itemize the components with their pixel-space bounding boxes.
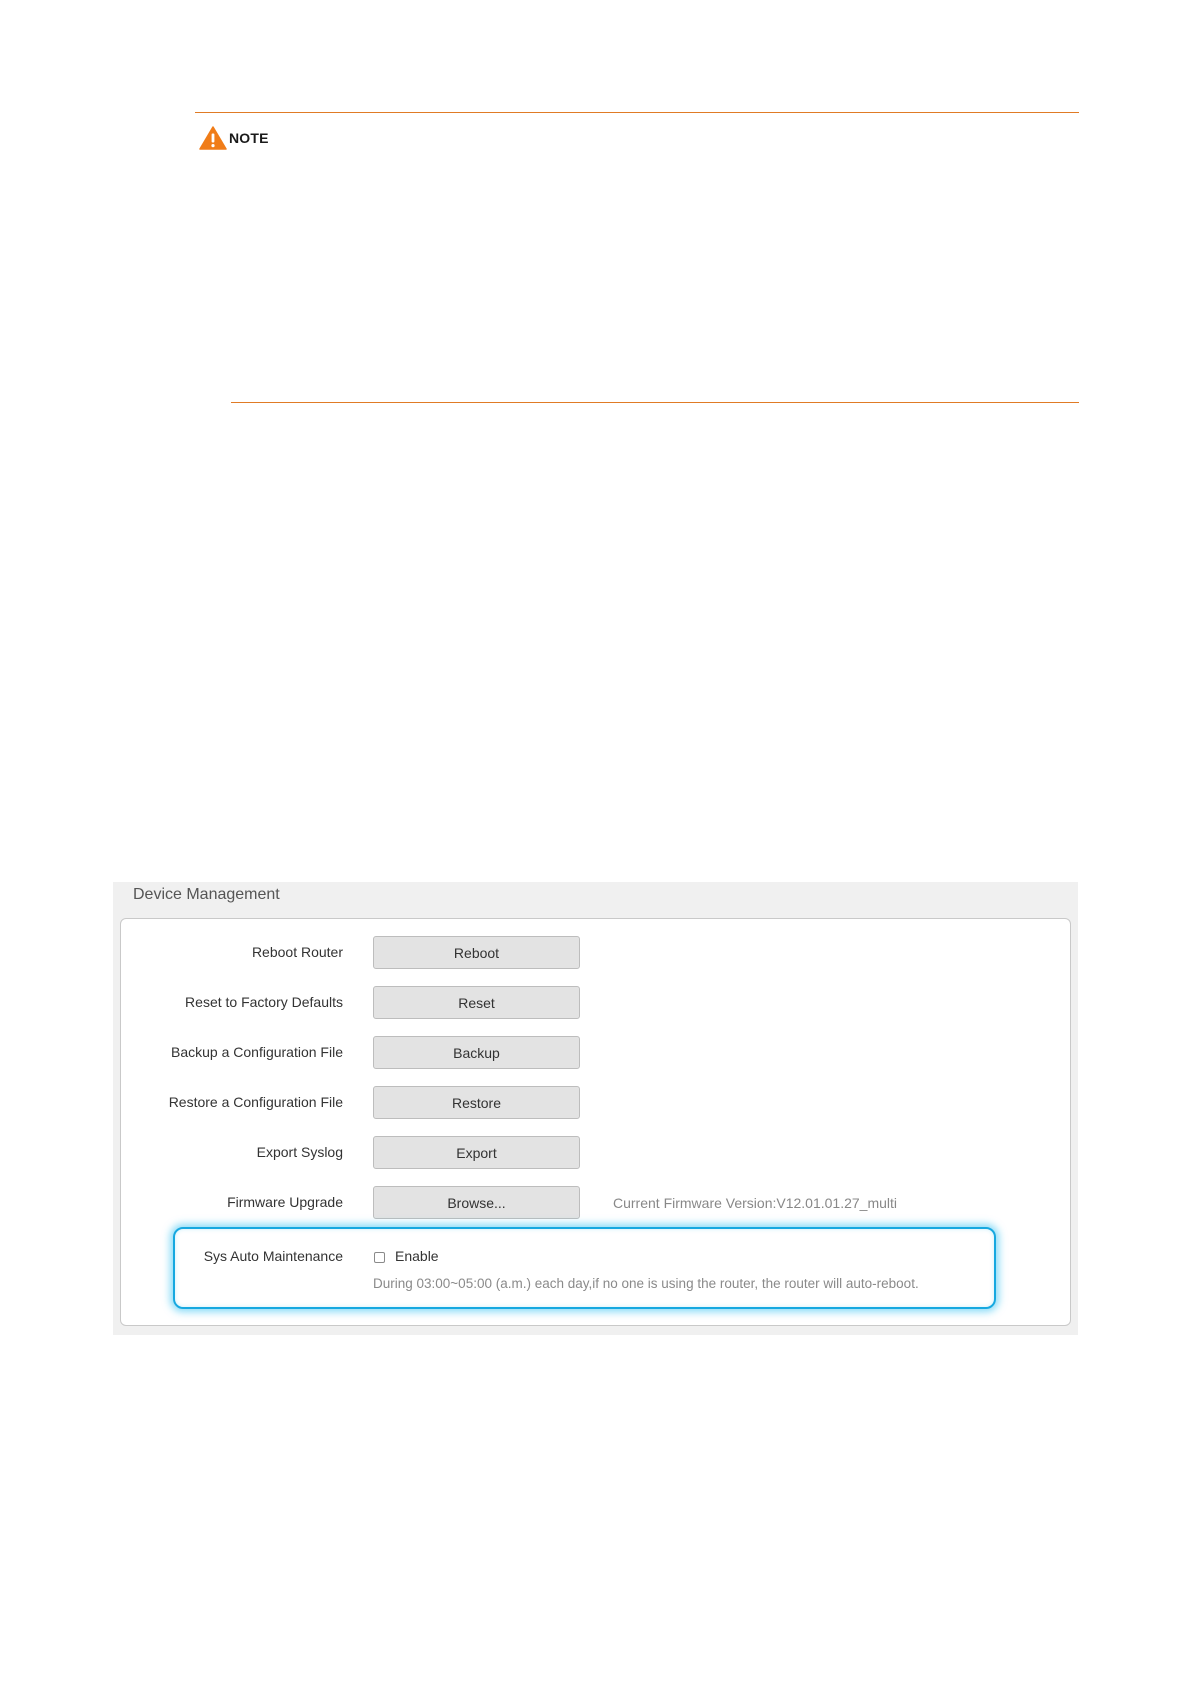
backup-config-label: Backup a Configuration File: [171, 1044, 343, 1060]
note-bottom-rule: [231, 402, 1079, 403]
reboot-router-label: Reboot Router: [251, 944, 343, 960]
firmware-version-text: Current Firmware Version:V12.01.01.27_multi: [613, 1195, 898, 1211]
backup-button[interactable]: Backup: [373, 1036, 580, 1069]
enable-checkbox-label[interactable]: Enable: [395, 1248, 439, 1264]
maintenance-highlight: [173, 1227, 996, 1309]
browse-button[interactable]: Browse...: [373, 1186, 580, 1219]
firmware-upgrade-label: Firmware Upgrade: [227, 1194, 343, 1210]
restore-config-label: Restore a Configuration File: [168, 1094, 343, 1110]
export-button[interactable]: Export: [373, 1136, 580, 1169]
maintenance-hint-text: During 03:00~05:00 (a.m.) each day,if no one is using the router, the router will auto-reboot.: [373, 1276, 919, 1291]
reboot-button[interactable]: Reboot: [373, 936, 580, 969]
export-syslog-label: Export Syslog: [256, 1144, 343, 1160]
note-label: NOTE: [229, 130, 269, 146]
panel-body: [120, 918, 1071, 1326]
warning-icon: [199, 126, 227, 150]
sys-auto-maintenance-label: Sys Auto Maintenance: [203, 1248, 343, 1264]
device-management-panel: [113, 882, 1078, 1335]
enable-checkbox[interactable]: [374, 1252, 385, 1263]
note-top-rule: [195, 112, 1079, 113]
panel-title: Device Management: [133, 886, 280, 903]
reset-button[interactable]: Reset: [373, 986, 580, 1019]
reset-factory-label: Reset to Factory Defaults: [185, 994, 343, 1010]
note-header: [199, 126, 269, 150]
restore-button[interactable]: Restore: [373, 1086, 580, 1119]
